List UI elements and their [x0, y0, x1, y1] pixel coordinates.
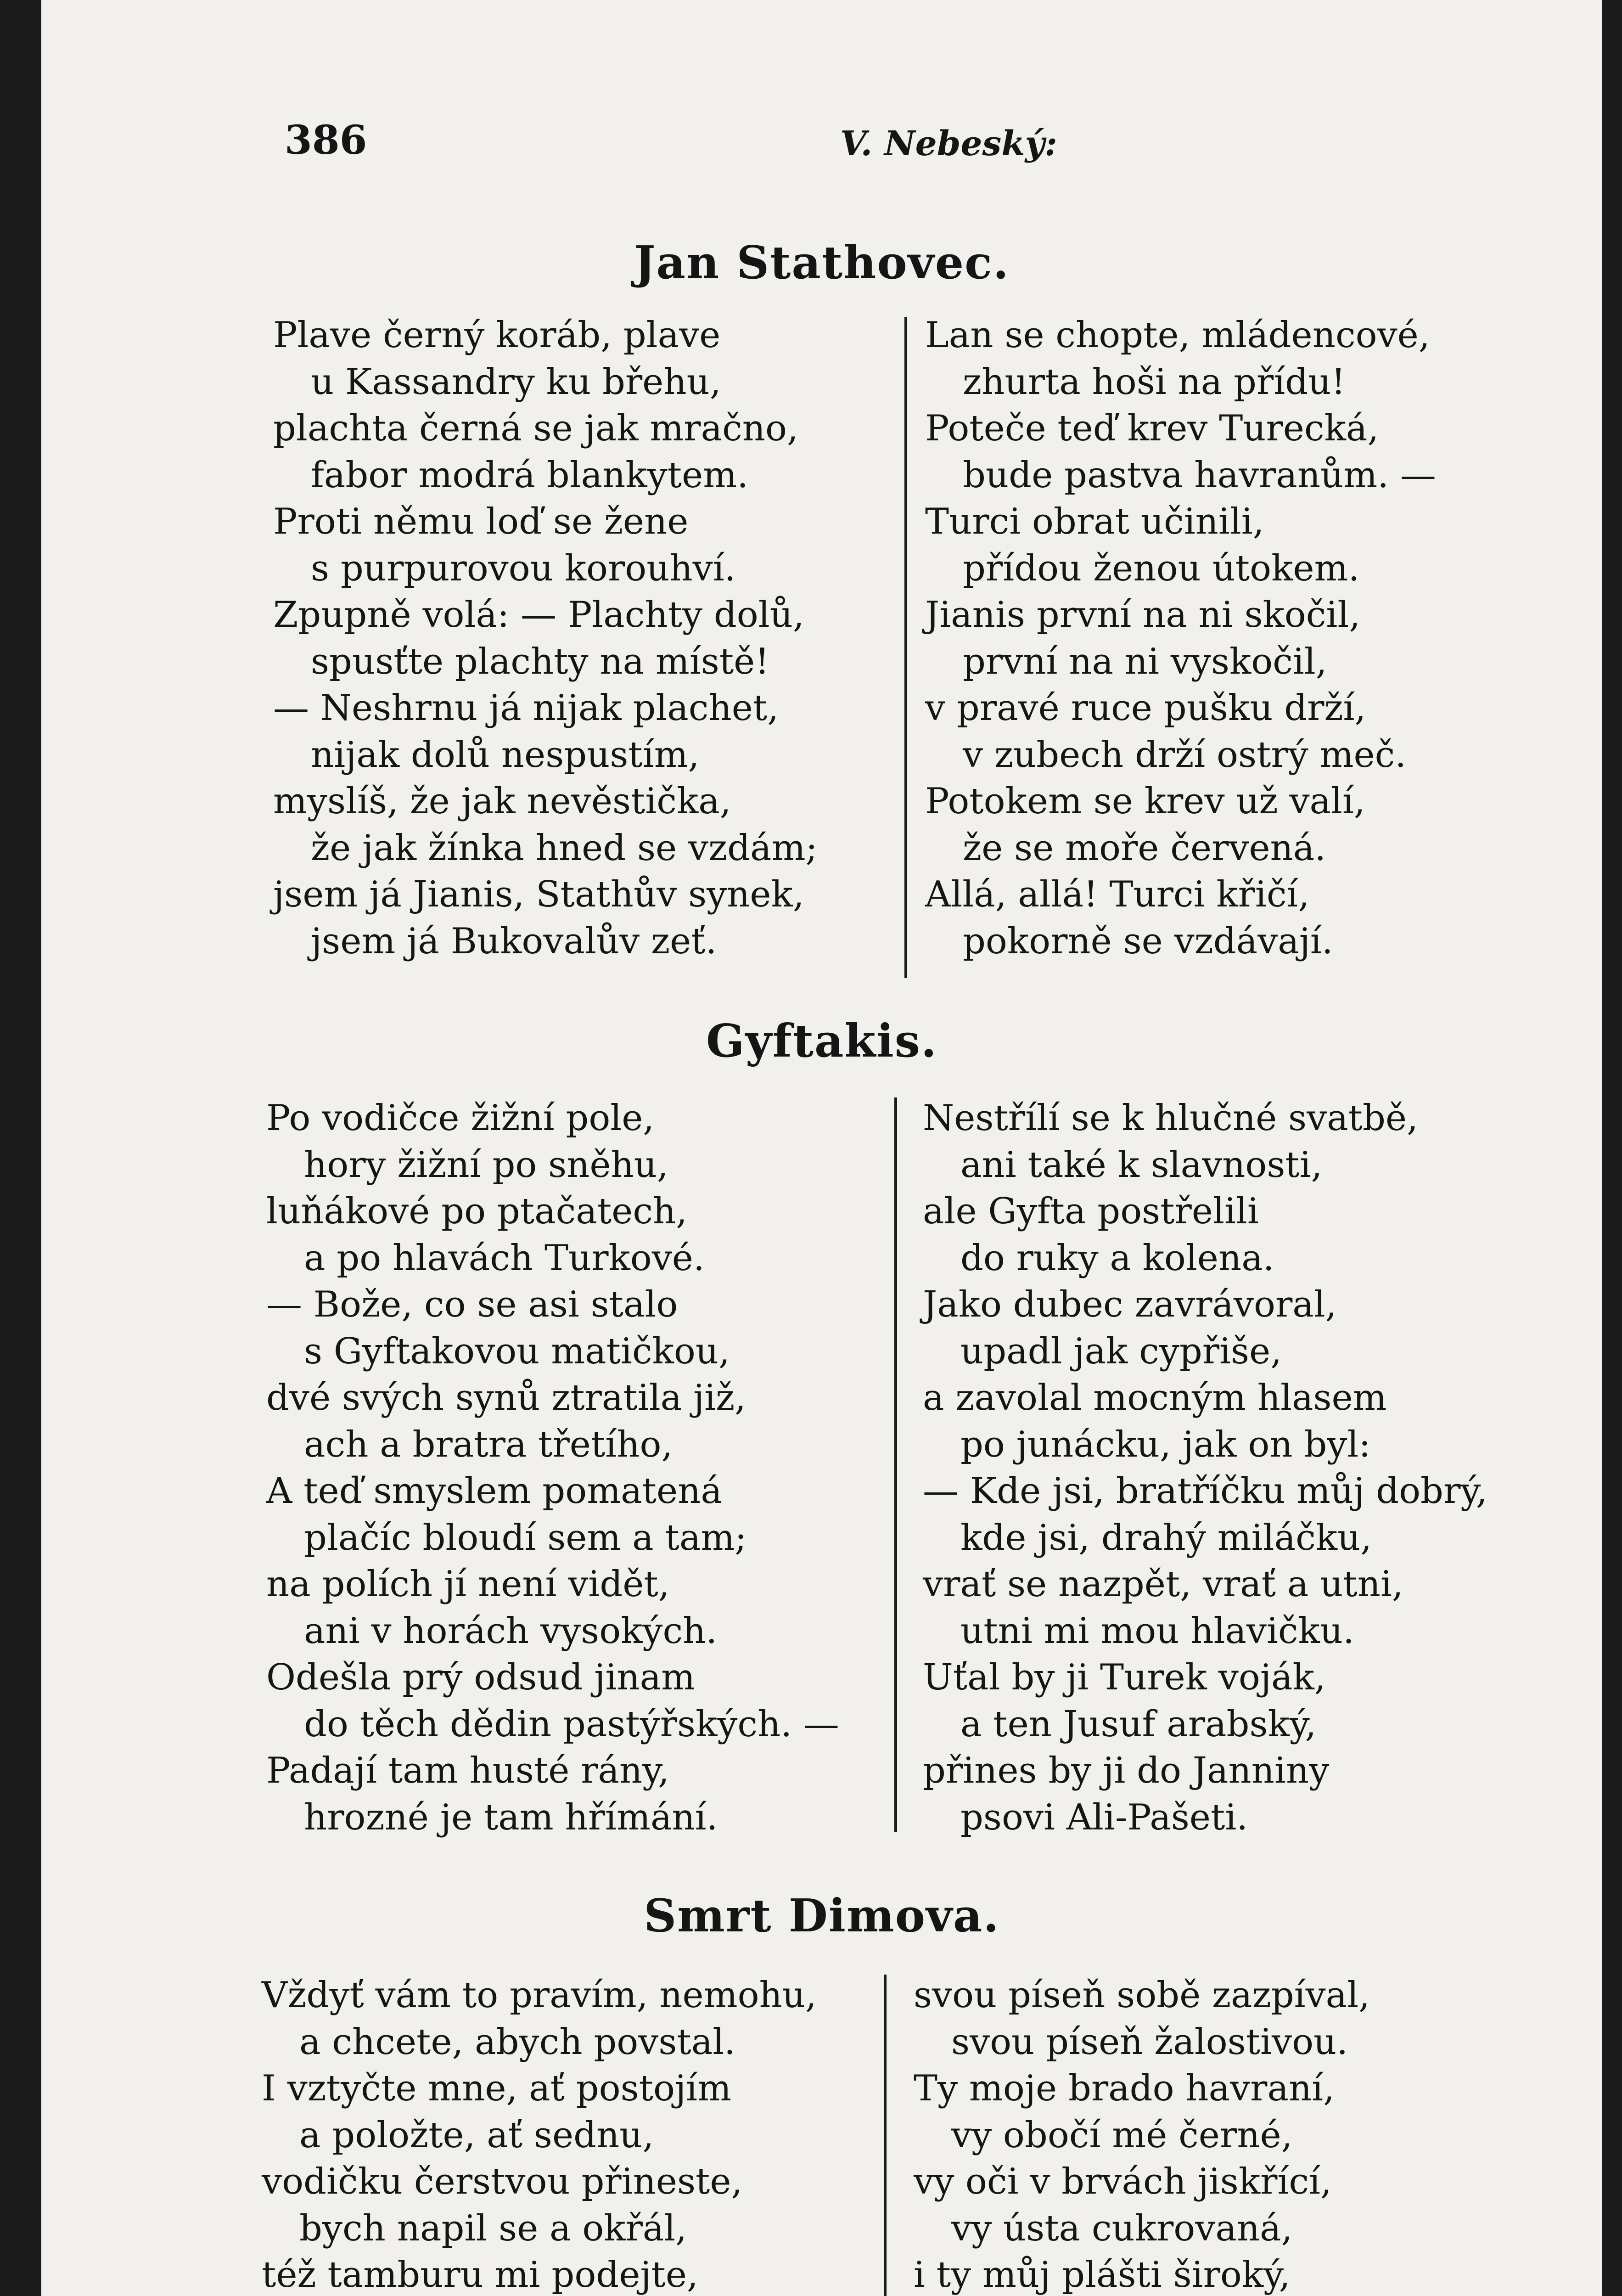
verse-line: Jianis první na ni skočil, — [925, 594, 1361, 636]
verse-line: — Bože, co se asi stalo — [266, 1284, 678, 1325]
book-page — [41, 0, 1602, 2296]
verse-line: na polích jí není vidět, — [266, 1564, 670, 1605]
verse-line: fabor modrá blankytem. — [311, 454, 748, 496]
poem-smrt-dimova-left-column — [262, 1972, 817, 2296]
poem-jan-stathovec-right-column — [925, 312, 1436, 965]
verse-line: jsem já Jianis, Stathův synek, — [273, 874, 804, 915]
verse-line: Turci obrat učinili, — [925, 501, 1264, 542]
verse-line: do ruky a kolena. — [960, 1237, 1274, 1279]
verse-line: do těch dědin pastýřských. — — [304, 1703, 839, 1745]
verse-line: přídou ženou útokem. — [963, 547, 1360, 589]
verse-line: Plave černý koráb, plave — [273, 315, 721, 356]
verse-line: bude pastva havranům. — — [963, 454, 1436, 496]
verse-line: Allá, allá! Turci křičí, — [925, 874, 1310, 915]
verse-line: Vždyť vám to pravím, nemohu, — [262, 1975, 817, 2016]
verse-line: myslíš, že jak nevěstička, — [273, 781, 731, 822]
verse-line: I vztyčte mne, ať postojím — [262, 2068, 732, 2109]
verse-line: plačíc bloudí sem a tam; — [304, 1517, 747, 1559]
running-head-author: V. Nebeský: — [840, 124, 1057, 163]
column-divider — [904, 317, 907, 978]
verse-line: Ty moje brado havraní, — [914, 2068, 1335, 2109]
verse-line: a zavolal mocným hlasem — [923, 1377, 1387, 1418]
verse-line: vodičku čerstvou přineste, — [262, 2161, 743, 2202]
verse-line: a po hlavách Turkové. — [304, 1237, 705, 1279]
verse-line: a chcete, abych povstal. — [299, 2021, 735, 2063]
verse-line: v pravé ruce pušku drží, — [925, 687, 1366, 729]
verse-line: s purpurovou korouhví. — [311, 547, 736, 589]
page-number: 386 — [285, 117, 367, 163]
verse-line: kde jsi, drahý miláčku, — [960, 1517, 1372, 1559]
verse-line: ani také k slavnosti, — [960, 1144, 1323, 1186]
verse-line: Odešla prý odsud jinam — [266, 1657, 696, 1698]
poem-title-gyftakis: Gyftakis. — [706, 1015, 937, 1068]
verse-line: a ten Jusuf arabský, — [960, 1703, 1317, 1745]
verse-line: Proti němu loď se žene — [273, 501, 689, 542]
verse-line: Nestřílí se k hlučné svatbě, — [923, 1097, 1418, 1139]
verse-line: Zpupně volá: — Plachty dolů, — [273, 594, 804, 636]
poem-title-smrt-dimova: Smrt Dimova. — [644, 1890, 1000, 1942]
verse-line: v zubech drží ostrý meč. — [963, 734, 1407, 776]
verse-line: A teď smyslem pomatená — [266, 1470, 722, 1512]
verse-line: vrať se nazpět, vrať a utni, — [923, 1564, 1403, 1605]
verse-line: Potokem se krev už valí, — [925, 781, 1365, 822]
verse-line: Lan se chopte, mládencové, — [925, 315, 1430, 356]
verse-line: jsem já Bukovalův zeť. — [311, 920, 717, 962]
verse-line: Padají tam husté rány, — [266, 1750, 669, 1791]
verse-line: — Neshrnu já nijak plachet, — [273, 687, 779, 729]
verse-line: ani v horách vysokých. — [304, 1610, 718, 1652]
verse-line: vy obočí mé černé, — [951, 2114, 1293, 2156]
verse-line: že se moře červená. — [963, 827, 1326, 869]
verse-line: bych napil se a okřál, — [299, 2207, 687, 2249]
verse-line: po junácku, jak on byl: — [960, 1424, 1371, 1465]
verse-line: ach a bratra třetího, — [304, 1424, 673, 1465]
poem-gyftakis-right-column — [923, 1095, 1487, 1841]
verse-line: a položte, ať sednu, — [299, 2114, 654, 2156]
verse-line: dvé svých synů ztratila již, — [266, 1377, 746, 1418]
poem-smrt-dimova-right-column — [914, 1972, 1370, 2296]
verse-line: Uťal by ji Turek voják, — [923, 1657, 1326, 1698]
verse-line: vy ústa cukrovaná, — [951, 2207, 1293, 2249]
verse-line: svou píseň sobě zazpíval, — [914, 1975, 1370, 2016]
verse-line: též tamburu mi podejte, — [262, 2254, 698, 2296]
column-divider — [884, 1975, 887, 2296]
verse-line: i ty můj plášti široký, — [914, 2254, 1291, 2296]
verse-line: utni mi mou hlavičku. — [960, 1610, 1354, 1652]
verse-line: hrozné je tam hřímání. — [304, 1796, 718, 1838]
verse-line: u Kassandry ku břehu, — [311, 361, 721, 403]
verse-line: přines by ji do Janniny — [923, 1750, 1330, 1791]
poem-gyftakis-left-column — [266, 1095, 839, 1841]
column-divider — [894, 1097, 897, 1832]
verse-line: že jak žínka hned se vzdám; — [311, 827, 818, 869]
poem-jan-stathovec-left-column — [273, 312, 818, 965]
verse-line: Jako dubec zavrávoral, — [923, 1284, 1337, 1325]
verse-line: Po vodičce žižní pole, — [266, 1097, 655, 1139]
verse-line: hory žižní po sněhu, — [304, 1144, 668, 1186]
verse-line: upadl jak cypřiše, — [960, 1330, 1282, 1372]
verse-line: luňákové po ptačatech, — [266, 1191, 688, 1232]
verse-line: s Gyftakovou matičkou, — [304, 1330, 730, 1372]
verse-line: spusťte plachty na místě! — [311, 641, 769, 682]
verse-line: Poteče teď krev Turecká, — [925, 408, 1379, 449]
verse-line: svou píseň žalostivou. — [951, 2021, 1348, 2063]
verse-line: — Kde jsi, bratříčku můj dobrý, — [923, 1470, 1487, 1512]
verse-line: ale Gyfta postřelili — [923, 1191, 1259, 1232]
verse-line: psovi Ali-Pašeti. — [960, 1796, 1248, 1838]
verse-line: první na ni vyskočil, — [963, 641, 1327, 682]
verse-line: pokorně se vzdávají. — [963, 920, 1333, 962]
verse-line: zhurta hoši na přídu! — [963, 361, 1346, 403]
verse-line: nijak dolů nespustím, — [311, 734, 700, 776]
verse-line: plachta černá se jak mračno, — [273, 408, 798, 449]
poem-title-jan-stathovec: Jan Stathovec. — [634, 236, 1010, 289]
verse-line: vy oči v brvách jiskřící, — [914, 2161, 1332, 2202]
